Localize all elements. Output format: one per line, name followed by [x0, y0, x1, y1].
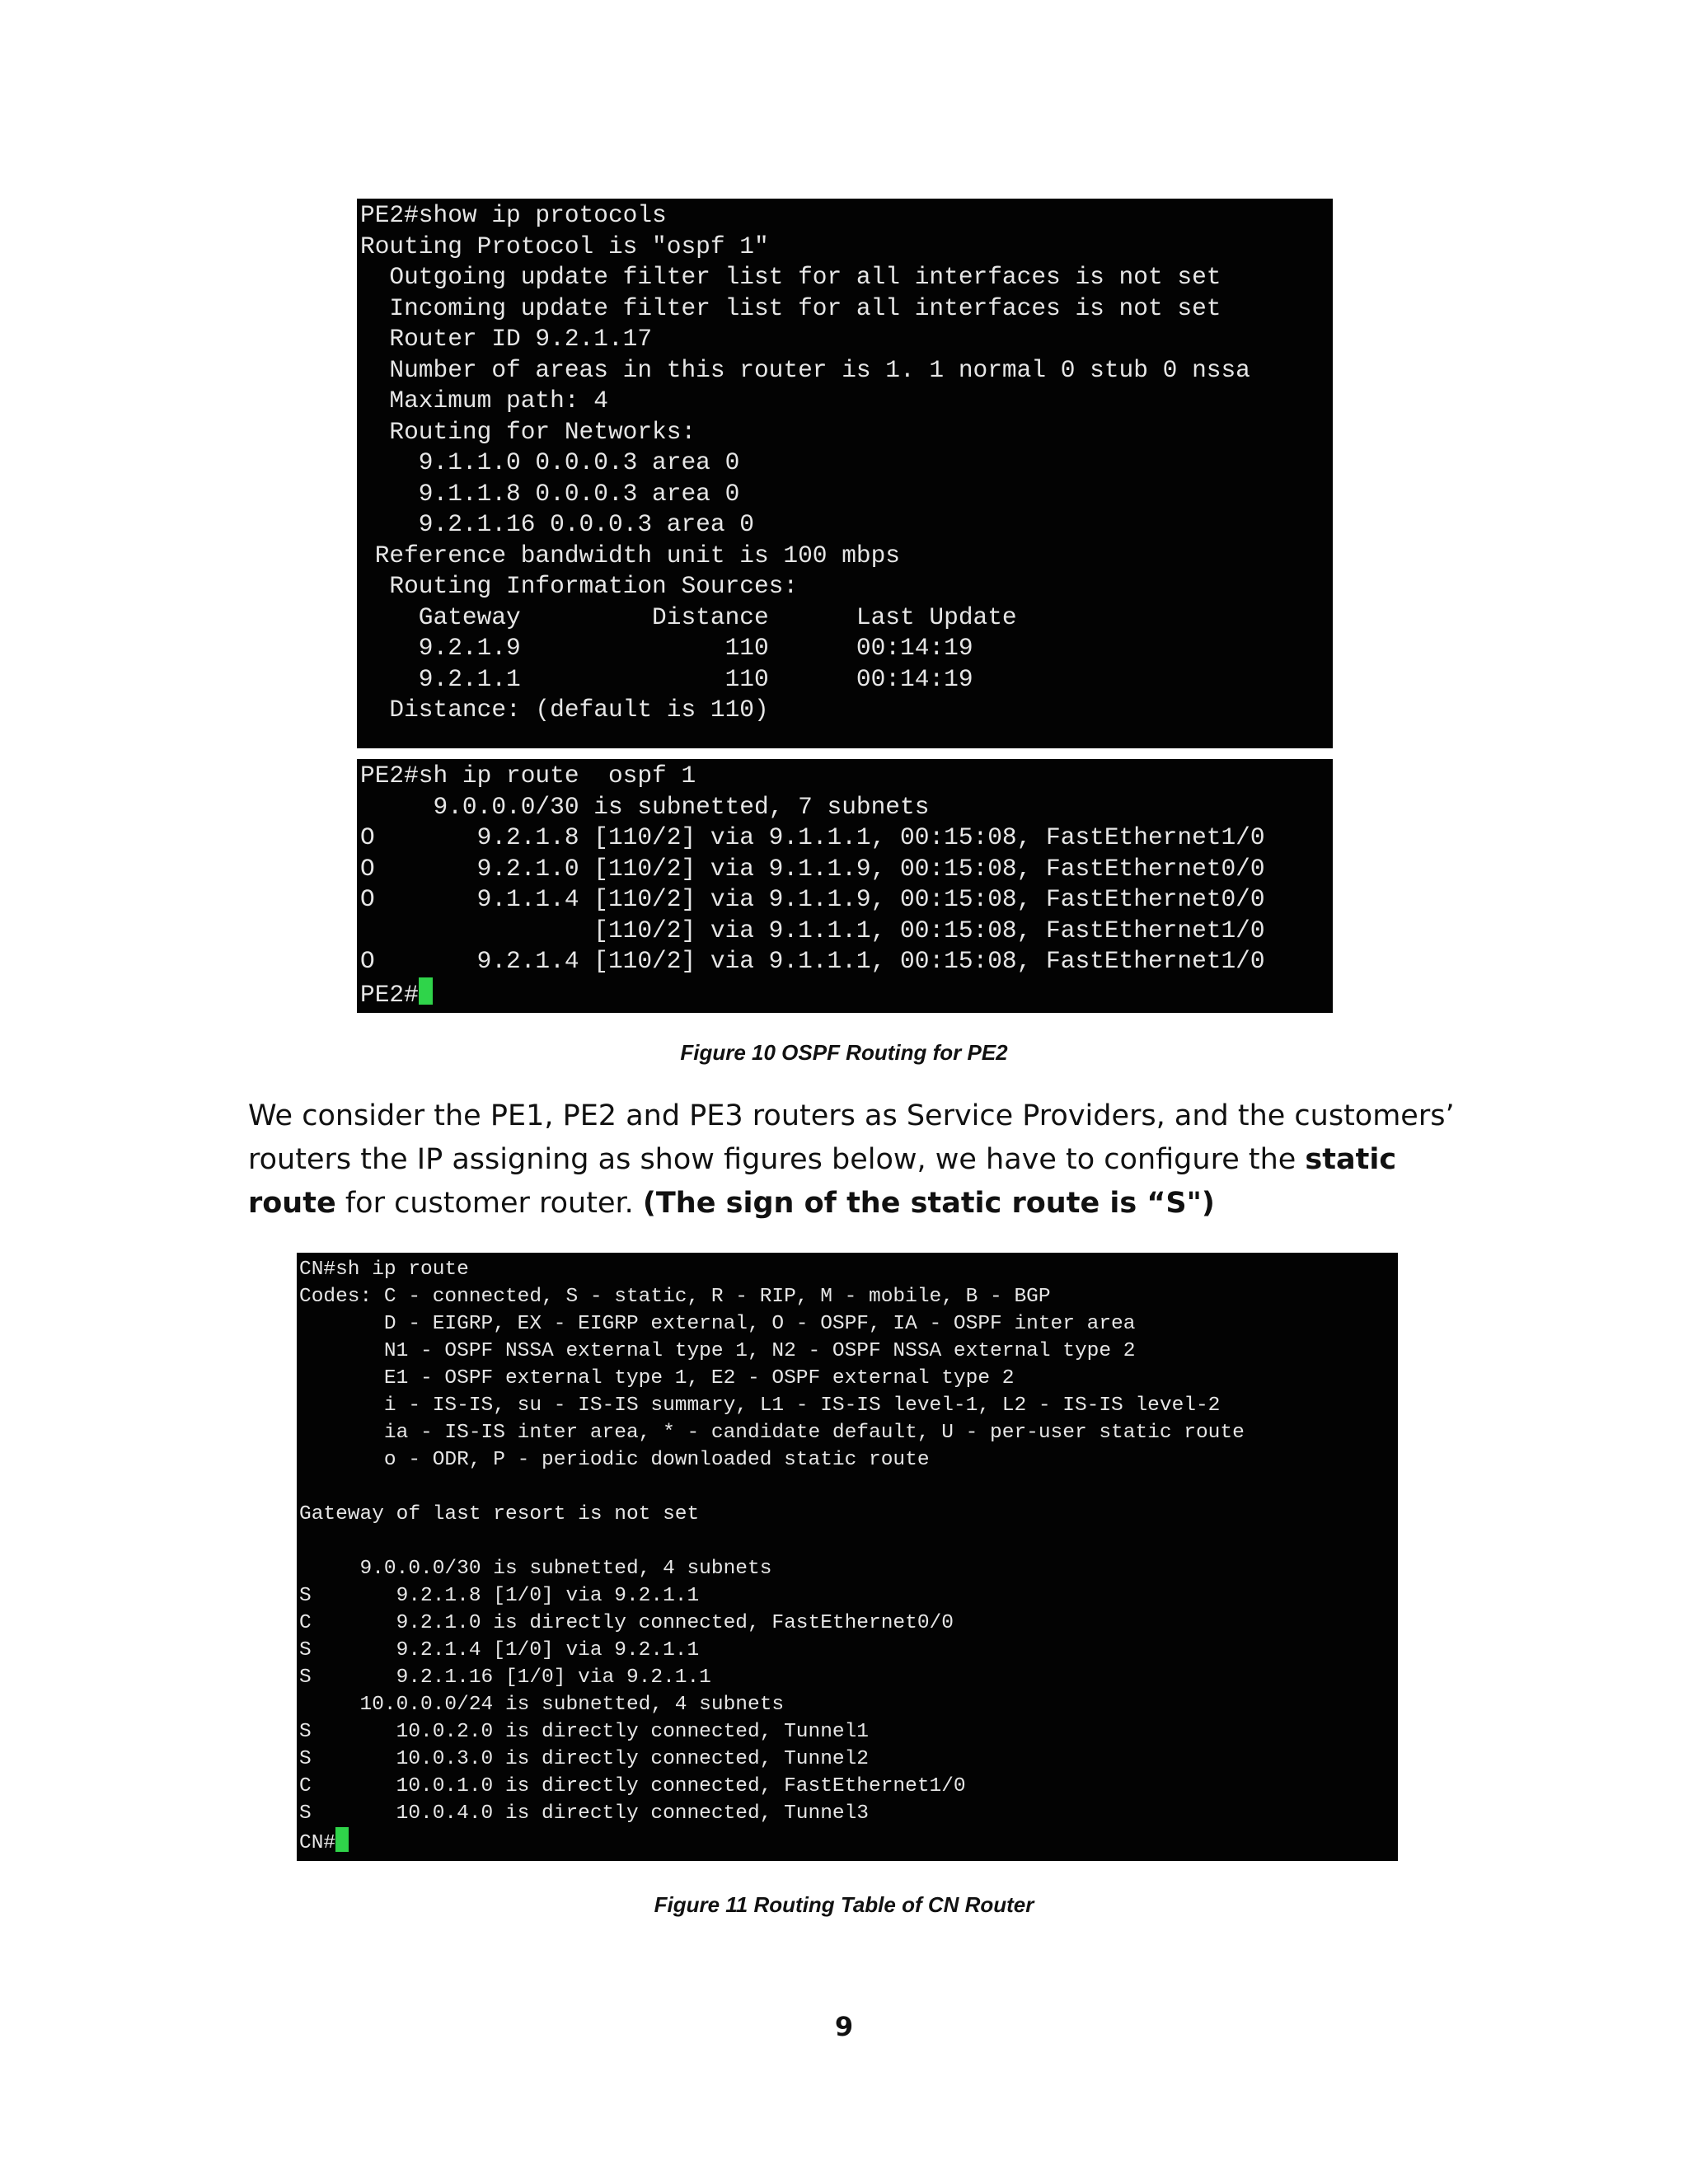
- figure11-terminal-routing-table: [297, 1253, 1398, 1861]
- cn-routes-line: S 9.2.1.16 [1/0] via 9.2.1.1: [299, 1666, 711, 1689]
- pe2-protocols-line: Number of areas in this router is 1. 1 normal 0 stub 0 nssa: [360, 355, 1250, 384]
- pe2-protocols-line: Router ID 9.2.1.17: [360, 325, 653, 353]
- cn-routes-line: S 9.2.1.8 [1/0] via 9.2.1.1: [299, 1585, 700, 1607]
- cn-routes-line: S 9.2.1.4 [1/0] via 9.2.1.1: [299, 1639, 700, 1661]
- cn-routes-line: i - IS-IS, su - IS-IS summary, L1 - IS-IS level-1, L2 - IS-IS level-2: [299, 1394, 1221, 1417]
- pe2-protocols-line: Routing Information Sources:: [360, 572, 799, 600]
- pe2-protocols-line: Routing for Networks:: [360, 417, 696, 446]
- cn-routes-line: C 10.0.1.0 is directly connected, FastEthernet1/0: [299, 1775, 966, 1797]
- pe2-protocols-line: Outgoing update filter list for all interfaces is not set: [360, 263, 1221, 291]
- cn-routes-line: 9.0.0.0/30 is subnetted, 4 subnets: [299, 1558, 772, 1580]
- pe2-protocols-line: Routing Protocol is "ospf 1": [360, 232, 769, 260]
- pe2-protocols-line: 9.2.1.16 0.0.0.3 area 0: [360, 510, 754, 538]
- pe2-routes-line: O 9.2.1.8 [110/2] via 9.1.1.1, 00:15:08, FastEthernet1/0: [360, 823, 1265, 851]
- pe2-protocols-line: Distance: (default is 110): [360, 696, 769, 724]
- paragraph-text-1: We consider the PE1, PE2 and PE3 routers as Service Providers, and the customers’ routers the IP assigning as show figures below, we have to configure the: [248, 1099, 1455, 1176]
- pe2-protocols-line: Reference bandwidth unit is 100 mbps: [360, 541, 901, 569]
- cn-routes-line: E1 - OSPF external type 1, E2 - OSPF external type 2: [299, 1367, 1015, 1390]
- pe2-protocols-line: 9.2.1.1 110 00:14:19: [360, 664, 973, 693]
- cn-routes-prompt: CN#: [299, 1832, 336, 1854]
- pe2-routes-line: O 9.1.1.4 [110/2] via 9.1.1.9, 00:15:08, FastEthernet0/0: [360, 885, 1265, 913]
- cn-routes-cursor: [335, 1827, 349, 1852]
- pe2-routes-line: 9.0.0.0/30 is subnetted, 7 subnets: [360, 792, 930, 821]
- cn-routes-line: S 10.0.3.0 is directly connected, Tunnel2: [299, 1748, 870, 1770]
- cn-routes-prompt-line: [299, 1827, 1398, 1857]
- pe2-protocols-line: 9.2.1.9 110 00:14:19: [360, 634, 973, 662]
- cn-routes-line: Codes: C - connected, S - static, R - RIP, M - mobile, B - BGP: [299, 1286, 1051, 1308]
- cn-routes-line: D - EIGRP, EX - EIGRP external, O - OSPF, IA - OSPF inter area: [299, 1313, 1136, 1335]
- pe2-routes-line: PE2#sh ip route ospf 1: [360, 762, 696, 790]
- pe2-protocols-line: Gateway Distance Last Update: [360, 602, 1017, 631]
- pe2-protocols-line: PE2#show ip protocols: [360, 201, 667, 229]
- cn-routes-line: [299, 1528, 1398, 1555]
- cn-routes-line: N1 - OSPF NSSA external type 1, N2 - OSPF NSSA external type 2: [299, 1340, 1136, 1362]
- figure11-caption: Figure 11 Routing Table of CN Router: [654, 1892, 1034, 1917]
- cn-routes-line: CN#sh ip route: [299, 1258, 469, 1281]
- pe2-protocols-line: 9.1.1.0 0.0.0.3 area 0: [360, 448, 740, 476]
- cn-routes-line: ia - IS-IS inter area, * - candidate default, U - per-user static route: [299, 1422, 1245, 1444]
- figure10-caption: Figure 10 OSPF Routing for PE2: [680, 1040, 1008, 1065]
- figure10-terminal-routes: [357, 759, 1333, 1013]
- cn-routes-line: o - ODR, P - periodic downloaded static route: [299, 1449, 930, 1471]
- paragraph-text-2: for customer router.: [335, 1187, 643, 1220]
- paragraph-bold-static-route: static route: [248, 1143, 1397, 1220]
- cn-routes-line: S 10.0.4.0 is directly connected, Tunnel3: [299, 1802, 870, 1825]
- figure10-terminal-protocols: [357, 199, 1333, 748]
- pe2-routes-prompt-line: [360, 977, 1333, 1011]
- pe2-routes-prompt: PE2#: [360, 980, 419, 1009]
- cn-routes-line: 10.0.0.0/24 is subnetted, 4 subnets: [299, 1694, 785, 1716]
- cn-routes-line: [299, 1474, 1398, 1501]
- body-paragraph: [248, 1094, 1468, 1226]
- pe2-routes-line: [110/2] via 9.1.1.1, 00:15:08, FastEthernet1/0: [360, 916, 1265, 944]
- pe2-routes-cursor: [419, 977, 433, 1005]
- cn-routes-line: Gateway of last resort is not set: [299, 1503, 700, 1526]
- pe2-protocols-line: 9.1.1.8 0.0.0.3 area 0: [360, 479, 740, 508]
- page-number: 9: [834, 2011, 854, 2042]
- pe2-routes-line: O 9.2.1.0 [110/2] via 9.1.1.9, 00:15:08, FastEthernet0/0: [360, 854, 1265, 883]
- cn-routes-line: S 10.0.2.0 is directly connected, Tunnel1: [299, 1721, 870, 1743]
- cn-routes-line: C 9.2.1.0 is directly connected, FastEthernet0/0: [299, 1612, 954, 1634]
- paragraph-bold-sign-note: (The sign of the static route is “S"): [642, 1187, 1215, 1220]
- pe2-protocols-line: Maximum path: 4: [360, 387, 608, 415]
- pe2-protocols-line: Incoming update filter list for all interfaces is not set: [360, 293, 1221, 322]
- pe2-routes-line: O 9.2.1.4 [110/2] via 9.1.1.1, 00:15:08, FastEthernet1/0: [360, 947, 1265, 975]
